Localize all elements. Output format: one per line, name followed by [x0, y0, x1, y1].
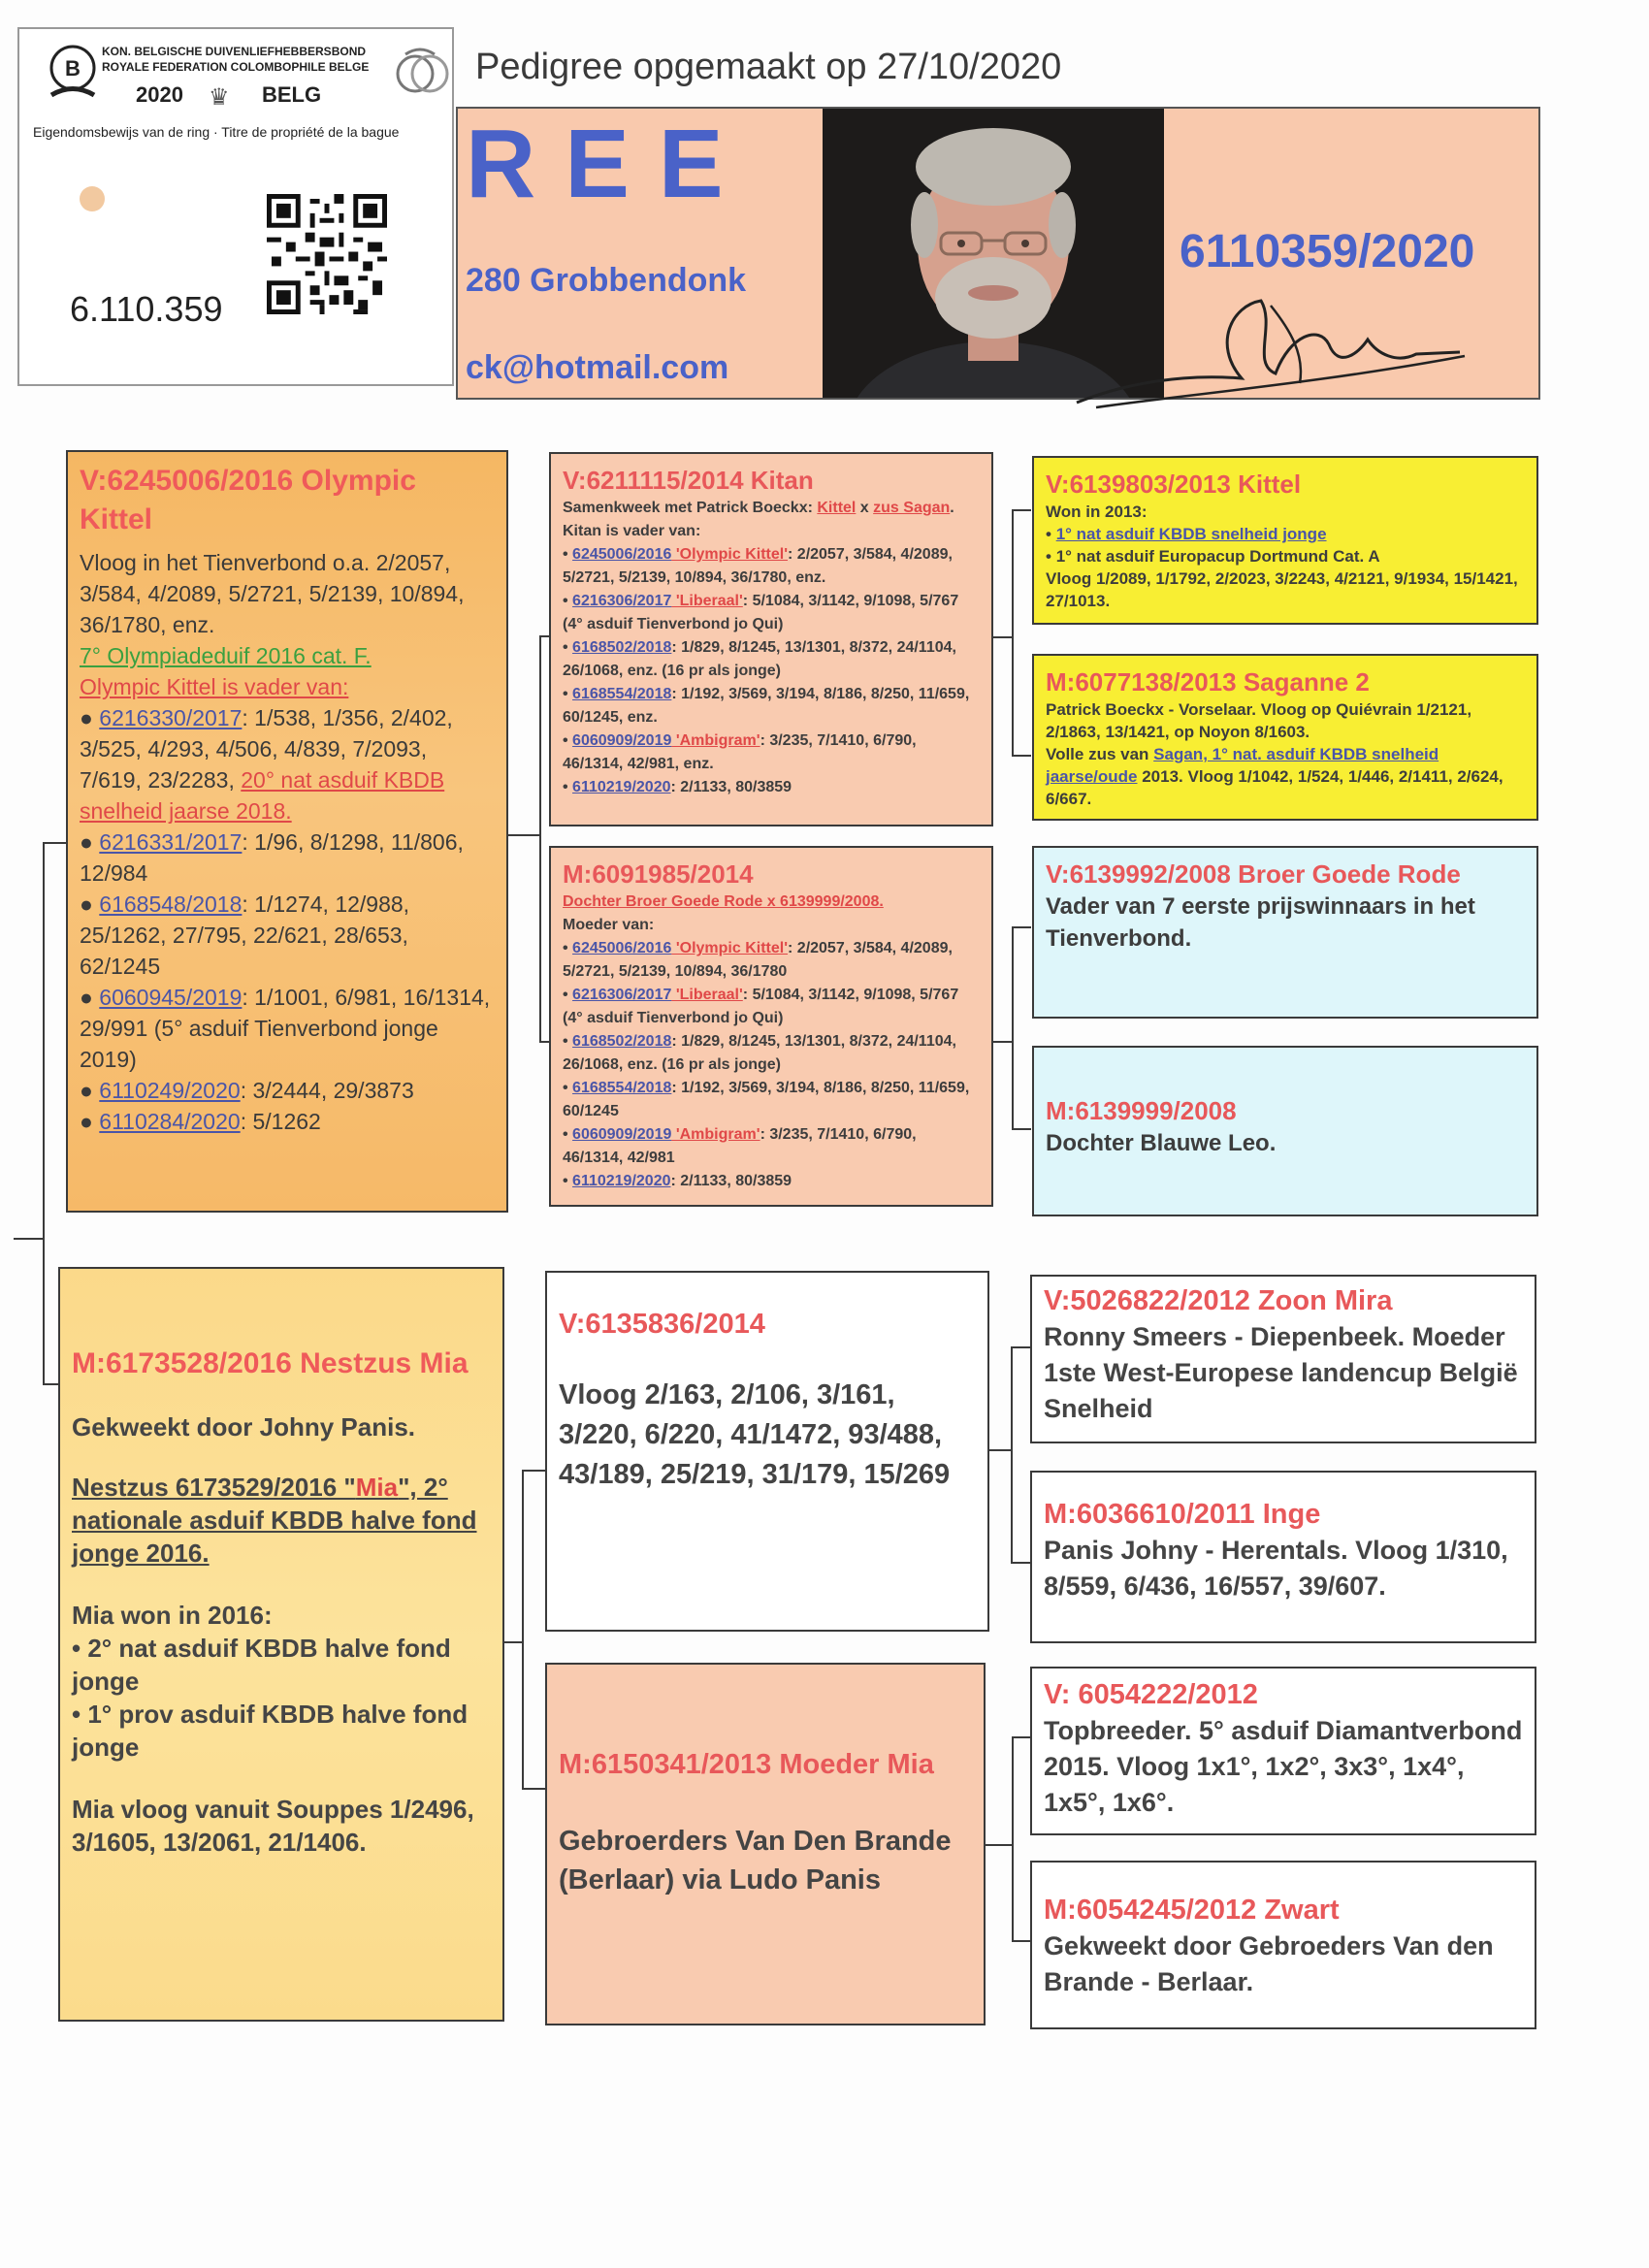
fff-bullet-2: • 1° nat asduif Europacup Dortmund Cat. A [1046, 547, 1380, 566]
offspring-ring: 6110219/2020 [572, 1173, 671, 1189]
connector-line [1011, 1346, 1013, 1564]
list-item: • 6110219/2020: 2/1133, 80/3859 [563, 779, 792, 795]
ff-intro-x: x [856, 500, 874, 516]
fm-moeder-van: Moeder van: [563, 917, 655, 933]
offspring-ring: 6245006/2016 [572, 940, 672, 956]
offspring-results: : 1/1001, 6/981, 16/1314, 29/991 (5° asduif Tienverbond jonge 2019) [80, 985, 491, 1072]
offspring-nickname: 'Olympic Kittel' [671, 546, 789, 563]
list-item: ● 6060945/2019: 1/1001, 6/981, 16/1314, 29/991 (5° asduif Tienverbond jonge 2019) [80, 985, 491, 1072]
mmm-name: M:6054245/2012 Zwart [1044, 1895, 1340, 1926]
offspring-results: : 5/1262 [240, 1109, 321, 1134]
mother-nest-a: Nestzus 6173529/2016 " [72, 1473, 356, 1502]
offspring-ring: 6168554/2018 [572, 1080, 672, 1096]
list-item: ● 6216331/2017: 1/96, 8/1298, 11/806, 12/984 [80, 829, 464, 886]
offspring-ring: 6060909/2019 [572, 1126, 672, 1143]
offspring-results: : 1/829, 8/1245, 13/1301, 8/372, 24/1104, 26/1068, enz. (16 pr als jonge) [563, 1033, 956, 1073]
connector-line [504, 1641, 524, 1643]
list-item: ● 6216330/2017: 1/538, 1/356, 2/402, 3/525, 4/293, 4/506, 4/839, 7/2093, 7/619, 23/2283, 20° nat asduif KBDB snelheid jaarse 2018. [80, 705, 453, 824]
offspring-results: : 2/2057, 3/584, 4/2089, 5/2721, 5/2139, 10/894, 36/1780 [563, 940, 953, 980]
list-item: • 6168502/2018: 1/829, 8/1245, 13/1301, 8/372, 24/1104, 26/1068, enz. (16 pr als jonge) [563, 1033, 956, 1073]
ring-certificate-card [17, 27, 454, 386]
ggm-box-4 [1030, 1861, 1536, 2029]
connector-line [1012, 755, 1031, 757]
ffm-name: M:6077138/2013 Saganne 2 [1046, 667, 1370, 697]
grandmother-maternal-box [545, 1663, 986, 2025]
mmf-text: Topbreeder. 5° asduif Diamantverbond 2015. Vloog 1x1°, 1x2°, 3x3°, 1x4°, 1x5°, 1x6°. [1044, 1716, 1523, 1817]
list-item: ● 6110249/2020: 3/2444, 29/3873 [80, 1078, 414, 1103]
father-offspring-list [80, 702, 495, 1137]
mother-bullet-2: • 1° prov asduif KBDB halve fond jonge [72, 1700, 469, 1762]
offspring-results: : 1/829, 8/1245, 13/1301, 8/372, 24/1104, 26/1068, enz. (16 pr als jonge) [563, 639, 956, 679]
mother-bred: Gekweekt door Johny Panis. [72, 1412, 415, 1442]
ffm-text-b-lead: Volle zus van [1046, 745, 1154, 763]
mother-bullet-1: • 2° nat asduif KBDB halve fond jonge [72, 1634, 451, 1696]
offspring-ring: 6060909/2019 [572, 732, 672, 749]
ggm-box-3 [1030, 1471, 1536, 1643]
list-item: • 6216306/2017 'Liberaal': 5/1084, 3/1142, 9/1098, 5/767 (4° asduif Tienverbond jo Qui) [563, 593, 959, 632]
offspring-ring: 6168554/2018 [572, 686, 672, 702]
card-country: BELG [262, 82, 322, 107]
list-item: ● 6110284/2020: 5/1262 [80, 1109, 321, 1134]
ggm-box-2 [1032, 1046, 1538, 1216]
offspring-results: : 2/1133, 80/3859 [670, 779, 792, 795]
mother-nestzus [72, 1471, 491, 1570]
ff-name: V:6211115/2014 Kitan [563, 466, 814, 495]
mother-nest-b: ", 2° nationale asduif KBDB halve fond jonge 2016. [72, 1473, 477, 1568]
connector-line [1012, 926, 1014, 1130]
offspring-results: : 1/192, 3/569, 3/194, 8/186, 8/250, 11/659, 60/1245 [563, 1080, 970, 1119]
connector-line [1012, 1940, 1031, 1942]
connector-line [1012, 509, 1014, 757]
svg-text:B: B [65, 56, 81, 81]
connector-line [522, 1788, 545, 1790]
grandfather-maternal-box [545, 1271, 989, 1632]
ffm-sagan-link: Sagan, 1° nat. asduif KBDB snelheid jaarse/oude [1046, 745, 1439, 786]
offspring-nickname: 'Liberaal' [671, 593, 743, 609]
list-item: • 6216306/2017 'Liberaal': 5/1084, 3/1142, 9/1098, 5/767 (4° asduif Tienverbond jo Qui) [563, 987, 959, 1026]
connector-line [522, 1470, 545, 1472]
mff-text: Ronny Smeers - Diepenbeek. Moeder 1ste West-Europese landencup België Snelheid [1044, 1322, 1518, 1423]
offspring-results: : 1/96, 8/1298, 11/806, 12/984 [80, 829, 464, 886]
offspring-ring: 6168502/2018 [572, 639, 672, 656]
offspring-ring: 6110249/2020 [99, 1078, 241, 1103]
grandfather-paternal-box [549, 452, 993, 826]
fff-bullet-1-text: 1° nat asduif KBDB snelheid jonge [1055, 525, 1327, 543]
connector-line [43, 842, 68, 844]
breeder-email: ck@hotmail.com [466, 349, 729, 386]
ggf-box-3 [1030, 1275, 1536, 1443]
connector-line [1012, 926, 1031, 928]
fmf-text: Vader van 7 eerste prijswinnaars in het Tienverbond. [1046, 893, 1475, 952]
card-org-line2: ROYALE FEDERATION COLOMBOPHILE BELGE [102, 60, 370, 74]
connector-line [522, 1470, 524, 1790]
fm-name: M:6091985/2014 [563, 859, 754, 889]
fmf-name: V:6139992/2008 Broer Goede Rode [1046, 859, 1461, 889]
list-item: ● 6168548/2018: 1/1274, 12/988, 25/1262, 27/795, 22/621, 28/653, 62/1245 [80, 891, 410, 979]
ggf-box-4 [1030, 1667, 1536, 1835]
offspring-ring: 6216306/2017 [572, 593, 672, 609]
offspring-ring: 6216306/2017 [572, 987, 672, 1003]
grandmother-paternal-box [549, 846, 993, 1207]
ggf-box-1 [1032, 456, 1538, 625]
mmf-name: V: 6054222/2012 [1044, 1679, 1258, 1710]
mmm-text: Gekweekt door Gebroeders Van den Brande - Berlaar. [1044, 1931, 1494, 1996]
offspring-nickname: 'Liberaal' [671, 987, 743, 1003]
connector-line [1012, 1736, 1014, 1942]
connector-line [1011, 1562, 1031, 1564]
crown-icon: ♛ [209, 84, 230, 111]
connector-line [1012, 1128, 1031, 1130]
fm-offspring-list [563, 937, 980, 1193]
mm-text: Gebroerders Van Den Brande (Berlaar) via Ludo Panis [559, 1826, 952, 1895]
mother-won: Mia won in 2016: [72, 1601, 273, 1630]
mf-text: Vloog 2/163, 2/106, 3/161, 3/220, 6/220, 41/1472, 93/488, 43/189, 25/219, 31/179, 15/269 [559, 1379, 951, 1490]
connector-line [1012, 509, 1031, 511]
card-ring-number: 6.110.359 [70, 289, 223, 329]
ffm-text-b [1046, 743, 1525, 810]
ff-intro-zus: zus Sagan [873, 500, 951, 516]
ffm-text-c: 2013. Vloog 1/1042, 1/524, 1/446, 2/1411, 2/624, 6/667. [1046, 767, 1504, 808]
connector-line [43, 842, 45, 1385]
father-vader-van: Olympic Kittel is vader van: [80, 674, 349, 699]
offspring-results: : 3/2444, 29/3873 [240, 1078, 414, 1103]
offspring-ring: 6216330/2017 [99, 705, 242, 730]
ffm-text-a: Patrick Boeckx - Vorselaar. Vloog op Quiévrain 1/2121, 2/1863, 13/1421, op Noyon 8/1603. [1046, 700, 1472, 741]
connector-line [992, 1041, 1014, 1043]
offspring-results: : 3/235, 7/1410, 6/790, 46/1314, 42/981 [563, 1126, 917, 1166]
ff-intro-text: Samenkweek met Patrick Boeckx: [563, 500, 818, 516]
banner-title: REE [466, 110, 753, 218]
connector-line [14, 1238, 45, 1240]
pedigree-title: Pedigree opgemaakt op 27/10/2020 [475, 47, 1062, 87]
offspring-results: : 1/1274, 12/988, 25/1262, 27/795, 22/621, 28/653, 62/1245 [80, 891, 410, 979]
ff-offspring-list [563, 543, 980, 799]
offspring-ring: 6110284/2020 [99, 1109, 241, 1134]
offspring-ring: 6216331/2017 [99, 829, 242, 855]
offspring-ring: 6168502/2018 [572, 1033, 672, 1050]
mother-box [58, 1267, 504, 2022]
offspring-ring: 6110219/2020 [572, 779, 671, 795]
connector-line [539, 635, 541, 1043]
list-item: • 6168502/2018: 1/829, 8/1245, 13/1301, 8/372, 24/1104, 26/1068, enz. (16 pr als jonge) [563, 639, 956, 679]
connector-line [989, 1449, 1013, 1451]
connector-line [992, 636, 1014, 638]
mother-name: M:6173528/2016 Nestzus Mia [72, 1347, 469, 1379]
card-org-line1: KON. BELGISCHE DUIVENLIEFHEBBERSBOND [102, 45, 367, 58]
fff-name: V:6139803/2013 Kittel [1046, 470, 1302, 499]
offspring-nickname: 'Ambigram' [671, 1126, 760, 1143]
father-intro: Vloog in het Tienverbond o.a. 2/2057, 3/584, 4/2089, 5/2721, 5/2139, 10/894, 36/1780, enz. [80, 550, 465, 637]
list-item: • 6060909/2019 'Ambigram': 3/235, 7/1410, 6/790, 46/1314, 42/981, enz. [563, 732, 917, 772]
fm-sub: Dochter Broer Goede Rode x 6139999/2008. [563, 893, 884, 910]
offspring-nickname: 'Olympic Kittel' [671, 940, 789, 956]
mf-name: V:6135836/2014 [559, 1309, 765, 1340]
ring-number-title: 6110359/2020 [1180, 226, 1475, 277]
kbdb-logo [44, 39, 102, 107]
fff-won: Won in 2013: [1046, 502, 1148, 521]
father-box [66, 450, 508, 1213]
fmm-name: M:6139999/2008 [1046, 1096, 1237, 1125]
connector-line [985, 1844, 1014, 1846]
mff-name: V:5026822/2012 Zoon Mira [1044, 1285, 1393, 1316]
mother-flew: Mia vloog vanuit Souppes 1/2496, 3/1605, 13/2061, 21/1406. [72, 1795, 474, 1857]
list-item: • 6110219/2020: 2/1133, 80/3859 [563, 1173, 792, 1189]
offspring-nickname: 'Ambigram' [671, 732, 760, 749]
fff-bullet-2-text: 1° nat asduif Europacup Dortmund Cat. A [1055, 547, 1380, 566]
ring-hole [80, 186, 105, 211]
ggm-box-1 [1032, 654, 1538, 821]
offspring-results: : 2/1133, 80/3859 [670, 1173, 792, 1189]
mfm-name: M:6036610/2011 Inge [1044, 1499, 1321, 1530]
list-item: • 6245006/2016 'Olympic Kittel': 2/2057, 3/584, 4/2089, 5/2721, 5/2139, 10/894, 36/1780 [563, 940, 953, 980]
fff-vloog: Vloog 1/2089, 1/1792, 2/2023, 3/2243, 4/2121, 9/1934, 15/1421, 27/1013. [1046, 569, 1518, 610]
connector-line [1011, 1346, 1031, 1348]
offspring-results: : 1/192, 3/569, 3/194, 8/186, 8/250, 11/659, 60/1245, enz. [563, 686, 970, 726]
father-name: V:6245006/2016 Olympic Kittel [80, 465, 416, 535]
offspring-ring: 6245006/2016 [572, 546, 672, 563]
signature [1067, 286, 1474, 422]
connector-line [506, 834, 541, 836]
card-caption: Eigendomsbewijs van de ring · Titre de propriété de la bague [33, 124, 400, 140]
list-item: • 6245006/2016 'Olympic Kittel': 2/2057, 3/584, 4/2089, 5/2721, 5/2139, 10/894, 36/1780, enz. [563, 546, 953, 586]
fmm-text: Dochter Blauwe Leo. [1046, 1130, 1277, 1156]
ggf-box-2 [1032, 846, 1538, 1019]
fff-bullet-1: • 1° nat asduif KBDB snelheid jonge [1046, 525, 1327, 543]
list-item: • 6060909/2019 'Ambigram': 3/235, 7/1410, 6/790, 46/1314, 42/981 [563, 1126, 917, 1166]
connector-line [1012, 1736, 1031, 1738]
offspring-results: : 5/1084, 3/1142, 9/1098, 5/767 (4° asduif Tienverbond jo Qui) [563, 593, 959, 632]
offspring-ring: 6168548/2018 [99, 891, 242, 917]
mfm-text: Panis Johny - Herentals. Vloog 1/310, 8/559, 6/436, 16/557, 39/607. [1044, 1536, 1508, 1601]
offspring-results: : 5/1084, 3/1142, 9/1098, 5/767 (4° asduif Tienverbond jo Qui) [563, 987, 959, 1026]
list-item: • 6168554/2018: 1/192, 3/569, 3/194, 8/186, 8/250, 11/659, 60/1245, enz. [563, 686, 970, 726]
offspring-results: : 2/2057, 3/584, 4/2089, 5/2721, 5/2139, 10/894, 36/1780, enz. [563, 546, 953, 586]
card-year: 2020 [136, 82, 183, 107]
fci-logo [386, 43, 454, 101]
offspring-results: : 3/235, 7/1410, 6/790, 46/1314, 42/981, enz. [563, 732, 917, 772]
ff-intro-end: . Kitan is vader van: [563, 500, 954, 539]
breeder-location: 280 Grobbendonk [466, 262, 747, 299]
mm-name: M:6150341/2013 Moeder Mia [559, 1749, 934, 1780]
qr-code [267, 194, 387, 314]
list-item: • 6168554/2018: 1/192, 3/569, 3/194, 8/186, 8/250, 11/659, 60/1245 [563, 1080, 970, 1119]
offspring-results: : 1/538, 1/356, 2/402, 3/525, 4/293, 4/506, 4/839, 7/2093, 7/619, 23/2283, [80, 705, 453, 793]
ff-intro [563, 500, 954, 539]
offspring-honor: 20° nat asduif KBDB snelheid jaarse 2018. [80, 767, 445, 824]
father-olympiad: 7° Olympiadeduif 2016 cat. F. [80, 643, 372, 668]
ff-intro-kittel: Kittel [817, 500, 857, 516]
mother-nest-mia: Mia [355, 1473, 399, 1502]
offspring-ring: 6060945/2019 [99, 985, 242, 1010]
